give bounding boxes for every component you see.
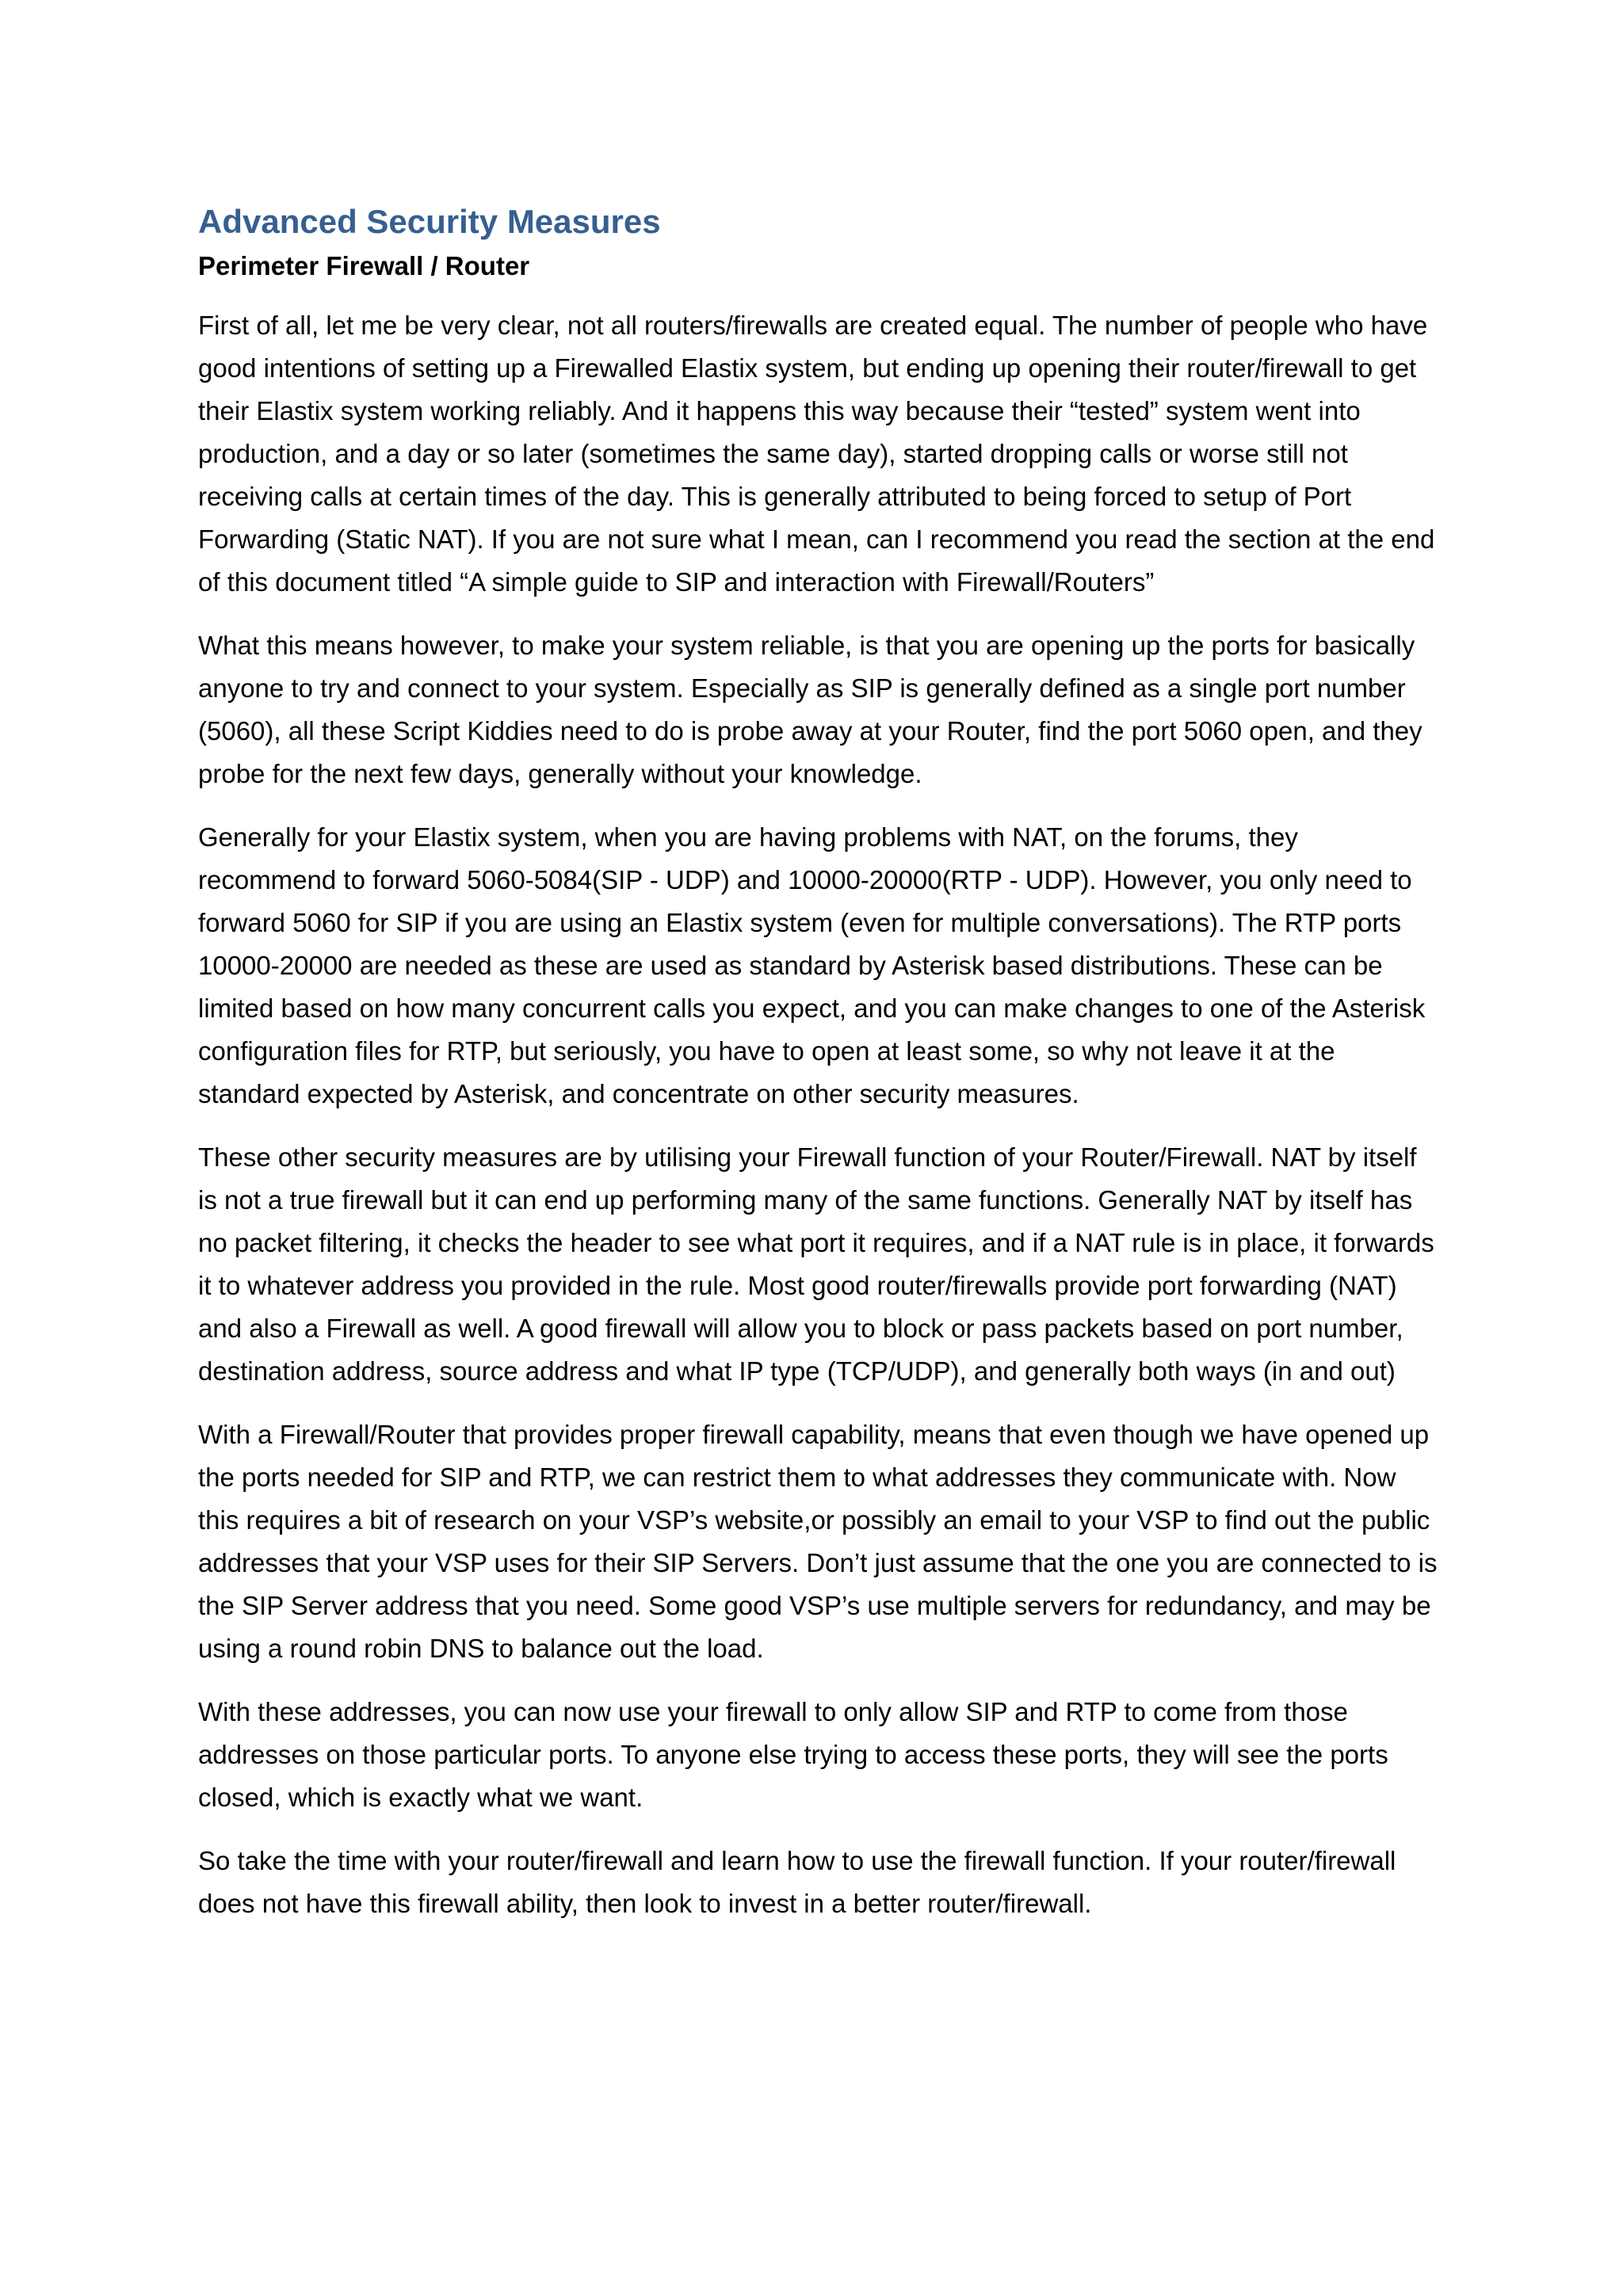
paragraph-7: So take the time with your router/firewall and learn how to use the firewall function. If your router/firewall does not have this firewall ability, then look to invest in a better router/firewall. — [198, 1846, 1396, 1918]
section-heading: Advanced Security Measures — [198, 203, 661, 240]
paragraph-6: With these addresses, you can now use your firewall to only allow SIP and RTP to come from those addresses on those particular ports. To anyone else trying to access these ports, they will see the ports closed, which is exactly what we want. — [198, 1697, 1388, 1812]
document-body — [198, 200, 1442, 1925]
paragraph-5: With a Firewall/Router that provides proper firewall capability, means that even though we have opened up the ports needed for SIP and RTP, we can restrict them to what addresses they communicate with. Now this requires a bit of research on your VSP’s website,or possibly an email to your VSP to find out the public addresses that your VSP uses for their SIP Servers. Don’t just assume that the one you are connected to is the SIP Server address that you need. Some good VSP’s use multiple servers for redundancy, and may be using a round robin DNS to balance out the load. — [198, 1420, 1438, 1663]
paragraph-4: These other security measures are by utilising your Firewall function of your Router/Firewall. NAT by itself is not a true firewall but it can end up performing many of the same functions. Generally NAT by itself has no packet filtering, it checks the header to see what port it requires, and if a NAT rule is in place, it forwards it to whatever address you provided in the rule. Most good router/firewalls provide port forwarding (NAT) and also a Firewall as well. A good firewall will allow you to block or pass packets based on port number, destination address, source address and what IP type (TCP/UDP), and generally both ways (in and out) — [198, 1142, 1434, 1386]
paragraph-1: First of all, let me be very clear, not all routers/firewalls are created equal. The number of people who have good intentions of setting up a Firewalled Elastix system, but ending up opening their router/firewall to get their Elastix system working reliably. And it happens this way because their “tested” system went into production, and a day or so later (sometimes the same day), started dropping calls or worse still not receiving calls at certain times of the day. This is generally attributed to being forced to setup of Port Forwarding (Static NAT). If you are not sure what I mean, can I recommend you read the section at the end of this document titled “A simple guide to SIP and interaction with Firewall/Routers” — [198, 311, 1435, 597]
paragraph-3: Generally for your Elastix system, when you are having problems with NAT, on the forums, they recommend to forward 5060-5084(SIP - UDP) and 10000-20000(RTP - UDP). However, you only need to forward 5060 for SIP if you are using an Elastix system (even for multiple conversations). The RTP ports 10000-20000 are needed as these are used as standard by Asterisk based distributions. These can be limited based on how many concurrent calls you expect, and you can make changes to one of the Asterisk configuration files for RTP, but seriously, you have to open at least some, so why not leave it at the standard expected by Asterisk, and concentrate on other security measures. — [198, 822, 1426, 1108]
subsection-heading: Perimeter Firewall / Router — [198, 251, 530, 280]
paragraph-2: What this means however, to make your system reliable, is that you are opening up the ports for basically anyone to try and connect to your system. Especially as SIP is generally defined as a single port number (5060), all these Script Kiddies need to do is probe away at your Router, find the port 5060 open, and they probe for the next few days, generally without your knowledge. — [198, 631, 1423, 788]
